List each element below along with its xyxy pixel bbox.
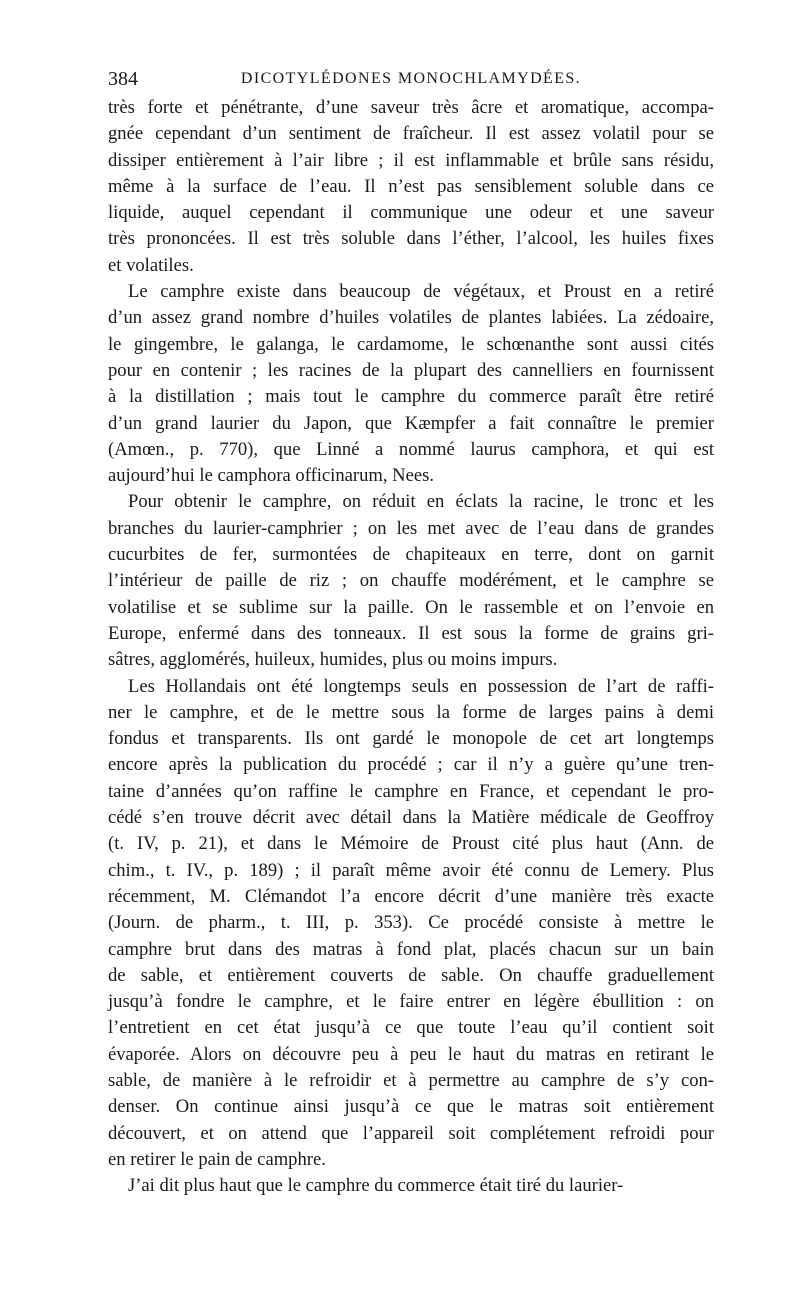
paragraph	[108, 674, 714, 1174]
page-number: 384	[108, 68, 138, 90]
text-line: gnée cependant d’un sentiment de fraîcheur. Il est assez volatil pour se	[108, 123, 714, 145]
text-line: aujourd’hui le camphora officinarum, Nees.	[108, 465, 434, 487]
text-line: chim., t. IV., p. 189) ; il paraît même avoir été connu de Lemery. Plus	[108, 859, 714, 881]
text-line: (Amœn., p. 770), que Linné a nommé laurus camphora, et qui est	[108, 438, 714, 460]
body-text	[108, 95, 714, 1199]
text-line: découvert, et on attend que l’appareil soit complétement refroidi pour	[108, 1122, 714, 1144]
text-line: à la distillation ; mais tout le camphre du commerce paraît être retiré	[108, 386, 714, 408]
text-line: même à la surface de l’eau. Il n’est pas sensiblement soluble dans ce	[108, 175, 714, 197]
text-line: pour en contenir ; les racines de la plupart des cannelliers en fournissent	[108, 359, 714, 381]
text-line: sable, de manière à le refroidir et à permettre au camphre de s’y con-	[108, 1069, 714, 1091]
text-line: Pour obtenir le camphre, on réduit en éclats la racine, le tronc et les	[128, 491, 714, 513]
text-line: très forte et pénétrante, d’une saveur très âcre et aromatique, accompa-	[108, 97, 714, 118]
text-line: Europe, enfermé dans des tonneaux. Il est sous la forme de grains gri-	[108, 622, 714, 644]
text-line: (t. IV, p. 21), et dans le Mémoire de Proust cité plus haut (Ann. de	[108, 833, 714, 855]
text-line: branches du laurier-camphrier ; on les met avec de l’eau dans de grandes	[108, 517, 714, 539]
text-line: d’un assez grand nombre d’huiles volatiles de plantes labiées. La zédoaire,	[108, 307, 714, 329]
text-line: camphre brut dans des matras à fond plat, placés chacun sur un bain	[108, 938, 714, 960]
text-line: et volatiles.	[108, 254, 194, 276]
text-line: de sable, et entièrement couverts de sable. On chauffe graduellement	[108, 964, 714, 986]
text-line: récemment, M. Clémandot l’a encore décrit d’une manière très exacte	[108, 885, 714, 907]
text-line: cucurbites de fer, surmontées de chapiteaux en terre, dont on garnit	[108, 544, 714, 566]
paragraph	[108, 1173, 714, 1199]
text-line: ner le camphre, et de le mettre sous la forme de larges pains à demi	[108, 701, 714, 723]
text-line: cédé s’en trouve décrit avec détail dans la Matière médicale de Geoffroy	[108, 807, 714, 829]
paragraph	[108, 489, 714, 673]
text-line: jusqu’à fondre le camphre, et le faire entrer en légère ébullition : on	[108, 991, 714, 1013]
text-line: volatilise et se sublime sur la paille. On le rassemble et on l’envoie en	[108, 596, 714, 618]
text-line: sâtres, agglomérés, huileux, humides, plus ou moins impurs.	[108, 649, 558, 671]
text-line: très prononcées. Il est très soluble dans l’éther, l’alcool, les huiles fixes	[108, 228, 714, 250]
text-line: Le camphre existe dans beaucoup de végétaux, et Proust en a retiré	[128, 281, 714, 303]
text-line: denser. On continue ainsi jusqu’à ce que le matras soit entièrement	[108, 1096, 714, 1118]
text-line: J’ai dit plus haut que le camphre du commerce était tiré du laurier-	[128, 1175, 624, 1197]
text-line: (Journ. de pharm., t. III, p. 353). Ce procédé consiste à mettre le	[108, 912, 714, 934]
text-line: d’un grand laurier du Japon, que Kæmpfer a fait connaître le premier	[108, 412, 714, 434]
text-line: liquide, auquel cependant il communique une odeur et une saveur	[108, 202, 714, 224]
text-line: taine d’années qu’on raffine le camphre en France, et cependant le pro-	[108, 780, 714, 802]
text-line: fondus et transparents. Ils ont gardé le monopole de cet art longtemps	[108, 728, 714, 750]
text-line: le gingembre, le galanga, le cardamome, le schœnanthe sont aussi cités	[108, 333, 714, 355]
text-line: en retirer le pain de camphre.	[108, 1148, 326, 1170]
text-line: l’intérieur de paille de riz ; on chauffe modérément, et le camphre se	[108, 570, 714, 592]
text-line: l’entretient en cet état jusqu’à ce que toute l’eau qu’il contient soit	[108, 1017, 714, 1039]
text-line: Les Hollandais ont été longtemps seuls en possession de l’art de raffi-	[128, 675, 714, 697]
text-line: encore après la publication du procédé ; car il n’y a guère qu’une tren-	[108, 754, 714, 776]
text-line: évaporée. Alors on découvre peu à peu le haut du matras en retirant le	[108, 1043, 714, 1065]
running-head	[108, 66, 714, 92]
text-line: dissiper entièrement à l’air libre ; il est inflammable et brûle sans résidu,	[108, 149, 714, 171]
paragraph	[108, 279, 714, 489]
running-title: DICOTYLÉDONES MONOCHLAMYDÉES.	[240, 70, 582, 87]
paragraph	[108, 95, 714, 279]
